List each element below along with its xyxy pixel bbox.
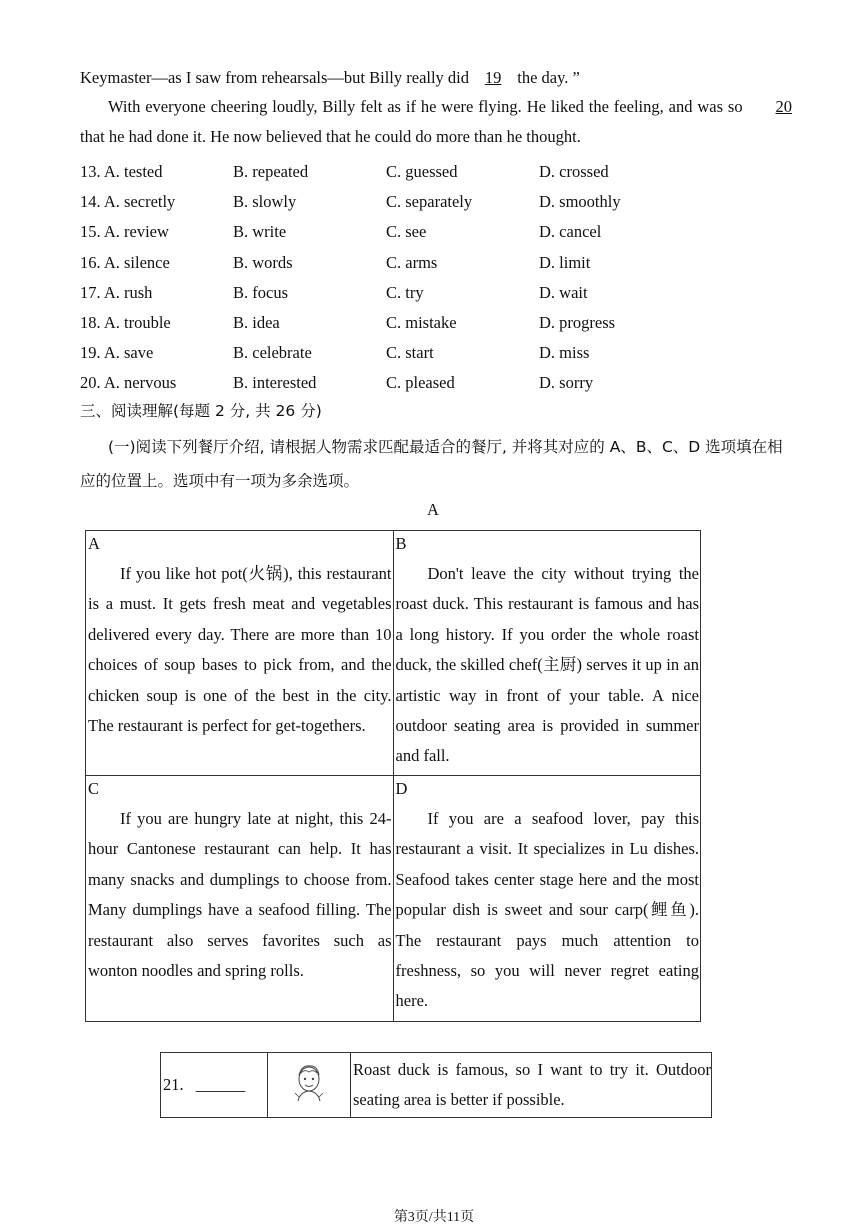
option-row-20	[80, 368, 800, 398]
restaurant-row	[86, 531, 701, 776]
option-d: D. smoothly	[539, 192, 621, 212]
option-c: C. try	[386, 282, 424, 302]
option-b: B. focus	[233, 282, 288, 302]
restaurant-text: If you like hot pot(火锅), this restaurant is a must. It gets fresh meat and vegetables delivered every day. There are more than 10 choices of soup bases to pick from, and the chicken soup is one of the best in the city. The restaurant is perfect for get-togethers.	[88, 564, 392, 736]
option-b: B. idea	[233, 313, 280, 333]
option-d: D. cancel	[539, 222, 602, 242]
restaurant-text: Don't leave the city without trying the roast duck. This restaurant is famous and has a long history. If you order the whole roast duck, the skilled chef(主厨) serves it up in an artistic way in front of your table. A nice outdoor seating area is provided in summer and fall.	[395, 564, 699, 766]
option-c: C. start	[386, 343, 434, 363]
option-a: 16. A. silence	[80, 252, 170, 272]
option-c: C. separately	[386, 192, 473, 212]
option-row-14	[80, 187, 800, 217]
option-b: B. write	[233, 222, 287, 242]
option-c: C. guessed	[386, 162, 458, 182]
restaurant-cell-d	[393, 776, 701, 1022]
restaurant-label: C	[88, 779, 100, 798]
passage-text: the day. ”	[513, 68, 580, 87]
passage-text: With everyone cheering loudly, Billy felt as if he were flying. He liked the feeling, and was so	[108, 97, 748, 116]
match-row-21	[161, 1053, 712, 1118]
restaurant-label: D	[395, 779, 408, 798]
answer-cell[interactable]	[161, 1053, 268, 1118]
restaurant-table	[85, 530, 701, 1022]
option-b: B. words	[233, 252, 293, 272]
restaurant-label: A	[88, 534, 100, 553]
option-d: D. crossed	[539, 162, 609, 182]
option-b: B. celebrate	[233, 343, 312, 363]
option-a: 13. A. tested	[80, 162, 163, 182]
blank-20: 20	[775, 97, 792, 116]
option-row-18	[80, 308, 800, 338]
match-table	[160, 1052, 712, 1118]
option-row-16	[80, 248, 800, 278]
option-d: D. progress	[539, 313, 616, 333]
page-footer: 第3页/共11页	[393, 1210, 475, 1225]
question-number: 21.	[163, 1075, 184, 1094]
option-row-19	[80, 338, 800, 368]
restaurant-row	[86, 776, 701, 1022]
blank-19: 19	[484, 68, 502, 87]
passage-text: Keymaster—as I saw from rehearsals—but Billy really did	[80, 68, 474, 87]
restaurant-text: If you are hungry late at night, this 24-hour Cantonese restaurant can help. It has many snacks and dumplings to choose from. Many dumplings have a seafood filling. The restaurant also serves favorites such as wonton noodles and spring rolls.	[88, 809, 392, 981]
option-row-17	[80, 278, 800, 308]
passage-paragraph-2	[80, 92, 792, 152]
restaurant-cell-a	[86, 531, 394, 776]
option-a: 14. A. secretly	[80, 192, 176, 212]
option-d: D. wait	[539, 282, 588, 302]
restaurant-label: B	[395, 534, 407, 553]
restaurant-cell-c	[86, 776, 394, 1022]
option-a: 19. A. save	[80, 343, 154, 363]
person-need-text: Roast duck is famous, so I want to try it. Outdoor seating area is better if possible.	[351, 1053, 712, 1118]
option-b: B. interested	[233, 373, 317, 393]
option-a: 20. A. nervous	[80, 373, 177, 393]
answer-blank[interactable]: ______	[195, 1075, 246, 1094]
option-a: 15. A. review	[80, 222, 169, 242]
option-row-13	[80, 157, 800, 187]
option-b: B. repeated	[233, 162, 309, 182]
option-a: 17. A. rush	[80, 282, 153, 302]
restaurant-cell-b	[393, 531, 701, 776]
options-list	[80, 157, 800, 399]
restaurant-text: If you are a seafood lover, pay this restaurant a visit. It specializes in Lu dishes. Seafood takes center stage here and the most popular dish is sweet and sour carp(鲤鱼). The restaurant pays much attention to freshness, so you will never regret eating here.	[395, 809, 699, 1011]
section-intro: (一)阅读下列餐厅介绍, 请根据人物需求匹配最适合的餐厅, 并将其对应的 A、B、C、D 选项填在相应的位置上。选项中有一项为多余选项。	[80, 438, 783, 490]
option-c: C. mistake	[386, 313, 457, 333]
option-d: D. sorry	[539, 373, 594, 393]
passage-text: that he had done it. He now believed that he could do more than he thought.	[80, 127, 581, 146]
person-sketch-icon	[292, 1063, 326, 1103]
option-c: C. pleased	[386, 373, 455, 393]
passage-line-1	[80, 68, 580, 88]
option-b: B. slowly	[233, 192, 297, 212]
option-d: D. limit	[539, 252, 591, 272]
option-row-15	[80, 217, 800, 247]
option-c: C. arms	[386, 252, 438, 272]
section-heading: 三、阅读理解(每题 2 分, 共 26 分)	[80, 402, 322, 420]
option-a: 18. A. trouble	[80, 313, 171, 333]
option-d: D. miss	[539, 343, 590, 363]
option-c: C. see	[386, 222, 427, 242]
part-label: A	[427, 500, 439, 519]
person-picture-cell	[268, 1053, 351, 1118]
